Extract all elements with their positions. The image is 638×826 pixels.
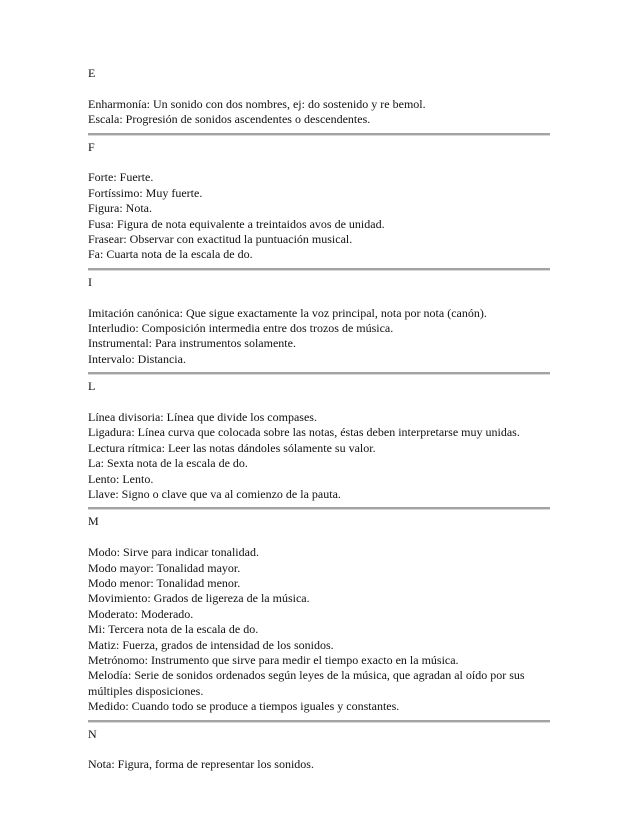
glossary-entry: Forte: Fuerte. bbox=[88, 170, 154, 185]
glossary-entry: Matiz: Fuerza, grados de intensidad de los sonidos. bbox=[88, 637, 334, 652]
glossary-entry: Línea divisoria: Línea que divide los compases. bbox=[88, 410, 317, 424]
glossary-entry: Mi: Tercera nota de la escala de do. bbox=[88, 622, 259, 637]
glossary-entry: Escala: Progresión de sonidos ascendentes o descendentes. bbox=[88, 112, 371, 127]
section-divider bbox=[88, 268, 550, 271]
glossary-entry: Lento: Lento. bbox=[88, 471, 154, 486]
glossary-entry: Intervalo: Distancia. bbox=[88, 351, 186, 366]
section-divider bbox=[88, 133, 550, 136]
glossary-entry: Moderato: Moderado. bbox=[88, 606, 194, 621]
section-e bbox=[88, 66, 550, 136]
glossary-entry: Modo menor: Tonalidad menor. bbox=[88, 576, 241, 591]
section-letter: F bbox=[88, 139, 95, 154]
section-l bbox=[88, 379, 550, 510]
glossary-entry: Metrónomo: Instrumento que sirve para medir el tiempo exacto en la música. bbox=[88, 653, 459, 668]
glossary-entry: Movimiento: Grados de ligereza de la música. bbox=[88, 591, 310, 606]
glossary-entry: Modo mayor: Tonalidad mayor. bbox=[88, 560, 241, 575]
glossary-entry: Ligadura: Línea curva que colocada sobre las notas, éstas deben interpretarse muy unidas. bbox=[88, 425, 520, 440]
glossary-entry: Medido: Cuando todo se produce a tiempos iguales y constantes. bbox=[88, 699, 400, 714]
glossary-entry: Lectura rítmica: Leer las notas dándoles sólamente su valor. bbox=[88, 440, 376, 455]
glossary-entry: Llave: Signo o clave que va al comienzo de la pauta. bbox=[88, 487, 341, 502]
section-letter: L bbox=[88, 379, 96, 394]
glossary-entry: Nota: Figura, forma de representar los sonidos. bbox=[88, 757, 314, 772]
glossary-entry: Figura: Nota. bbox=[88, 201, 152, 216]
section-letter: I bbox=[88, 274, 92, 289]
section-divider bbox=[88, 720, 550, 723]
glossary-entry: Fa: Cuarta nota de la escala de do. bbox=[88, 247, 253, 262]
glossary-entry: Fortíssimo: Muy fuerte. bbox=[88, 185, 203, 200]
glossary-entry: Imitación canónica: Que sigue exactamente la voz principal, nota por nota (canón). bbox=[88, 305, 487, 320]
section-m bbox=[88, 514, 550, 722]
section-divider bbox=[88, 507, 550, 510]
section-i bbox=[88, 275, 550, 375]
glossary-entry: La: Sexta nota de la escala de do. bbox=[88, 456, 248, 471]
glossary-entry: Frasear: Observar con exactitud la puntuación musical. bbox=[88, 232, 353, 246]
glossary-entry: Fusa: Figura de nota equivalente a treintaidos avos de unidad. bbox=[88, 216, 385, 231]
section-f bbox=[88, 140, 550, 271]
glossary-page bbox=[88, 66, 550, 773]
glossary-entry: Interludio: Composición intermedia entre dos trozos de música. bbox=[88, 321, 394, 335]
section-n bbox=[88, 727, 550, 773]
glossary-entry: Modo: Sirve para indicar tonalidad. bbox=[88, 545, 259, 560]
section-divider bbox=[88, 372, 550, 375]
section-letter: E bbox=[88, 66, 96, 80]
section-letter: N bbox=[88, 726, 97, 741]
glossary-entry: Instrumental: Para instrumentos solamente. bbox=[88, 336, 296, 351]
glossary-entry: Melodía: Serie de sonidos ordenados según leyes de la música, que agradan al oído por sus múltiples disposiciones. bbox=[88, 668, 525, 698]
section-letter: M bbox=[88, 514, 99, 529]
glossary-entry: Enharmonía: Un sonido con dos nombres, ej: do sostenido y re bemol. bbox=[88, 96, 426, 111]
